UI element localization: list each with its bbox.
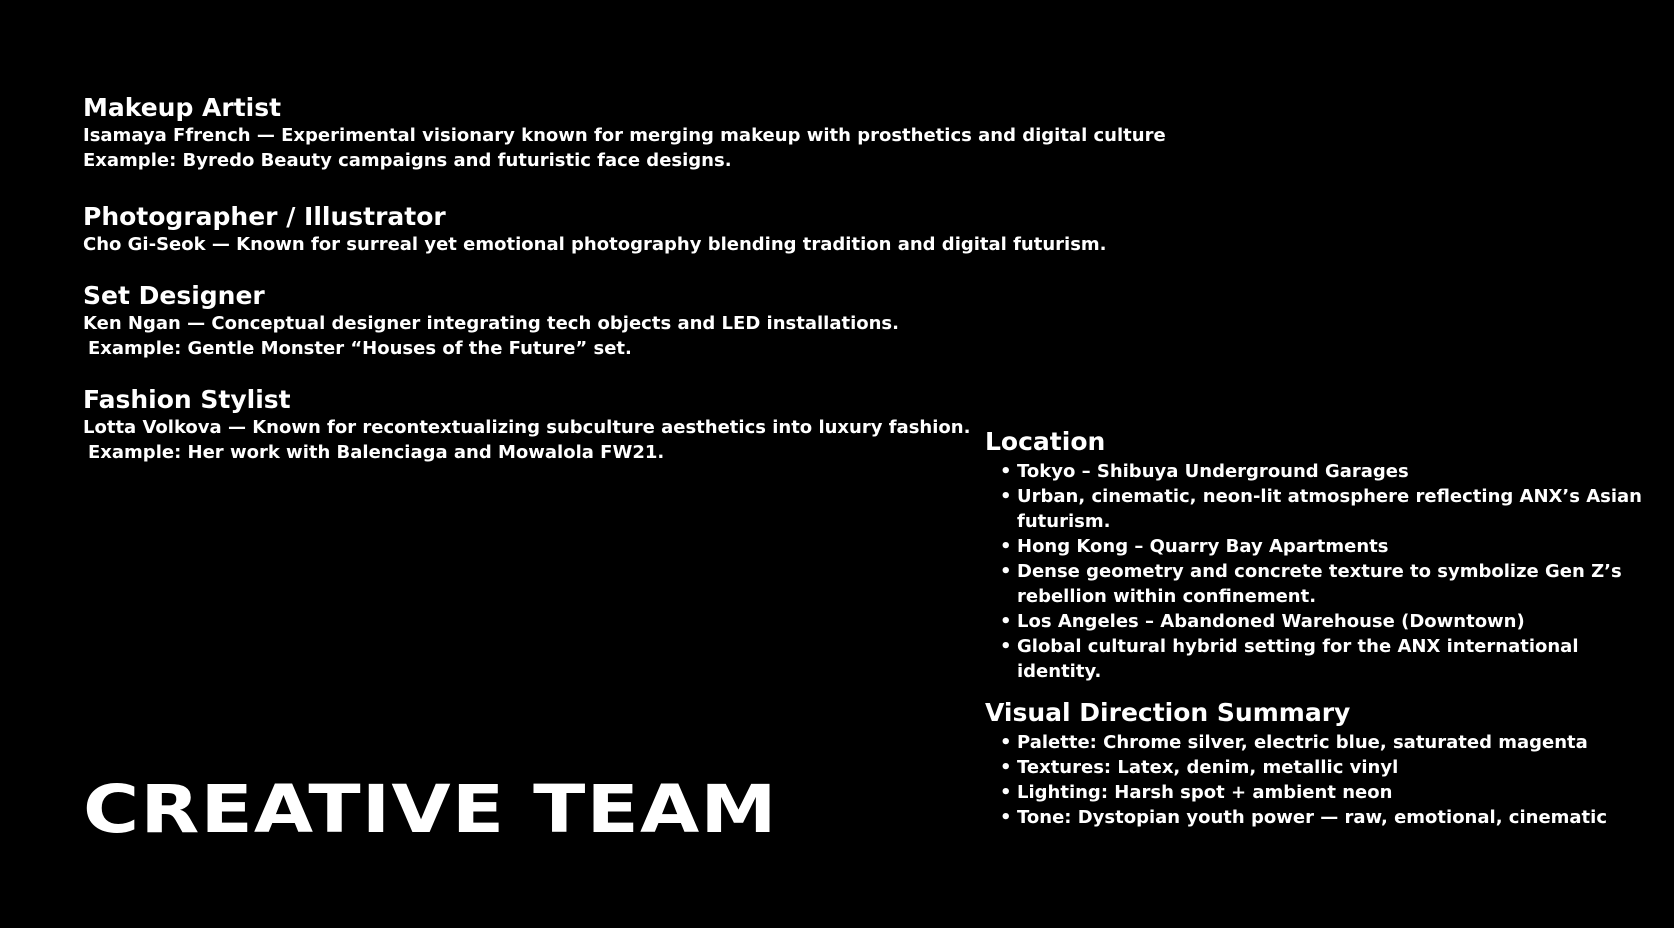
fashion-stylist-section bbox=[83, 385, 970, 465]
visual-item-text: Lighting: Harsh spot + ambient neon bbox=[1017, 782, 1393, 803]
photographer-section bbox=[83, 202, 1107, 257]
fashion-stylist-description: Lotta Volkova — Known for recontextualizing subculture aesthetics into luxury fashion. bbox=[83, 417, 971, 438]
fashion-stylist-example: Example: Her work with Balenciaga and Mowalola FW21. bbox=[88, 442, 665, 463]
makeup-artist-section bbox=[83, 93, 1166, 173]
bullet-icon: • bbox=[1000, 807, 1012, 828]
set-designer-heading: Set Designer bbox=[83, 281, 265, 310]
list-item bbox=[985, 459, 1647, 484]
list-item bbox=[985, 805, 1647, 830]
location-item-text: Urban, cinematic, neon-lit atmosphere reflecting ANX’s Asian futurism. bbox=[1017, 486, 1642, 532]
photographer-description: Cho Gi-Seok — Known for surreal yet emotional photography blending tradition and digital futurism. bbox=[83, 234, 1107, 255]
location-section bbox=[985, 427, 1647, 684]
location-item-text: Dense geometry and concrete texture to symbolize Gen Z’s rebellion within confinement. bbox=[1017, 561, 1622, 607]
bullet-icon: • bbox=[1000, 611, 1012, 632]
location-heading: Location bbox=[985, 427, 1106, 456]
visual-direction-section bbox=[985, 698, 1647, 830]
location-item-text: Hong Kong – Quarry Bay Apartments bbox=[1017, 536, 1389, 557]
page-title: CREATIVE TEAM bbox=[83, 771, 778, 848]
list-item bbox=[985, 634, 1647, 684]
bullet-icon: • bbox=[1000, 461, 1012, 482]
bullet-icon: • bbox=[1000, 486, 1012, 507]
visual-item-text: Tone: Dystopian youth power — raw, emotional, cinematic bbox=[1017, 807, 1608, 828]
makeup-artist-heading: Makeup Artist bbox=[83, 93, 282, 122]
set-designer-example: Example: Gentle Monster “Houses of the Future” set. bbox=[88, 338, 632, 359]
list-item bbox=[985, 755, 1647, 780]
location-list bbox=[985, 459, 1647, 684]
bullet-icon: • bbox=[1000, 536, 1012, 557]
list-item bbox=[985, 484, 1647, 534]
location-item-text: Tokyo – Shibuya Underground Garages bbox=[1017, 461, 1409, 482]
photographer-heading: Photographer / Illustrator bbox=[83, 202, 446, 231]
list-item bbox=[985, 730, 1647, 755]
set-designer-section bbox=[83, 281, 899, 361]
set-designer-description: Ken Ngan — Conceptual designer integrating tech objects and LED installations. bbox=[83, 313, 899, 334]
visual-direction-list bbox=[985, 730, 1647, 830]
location-item-text: Global cultural hybrid setting for the ANX international identity. bbox=[1017, 636, 1579, 682]
list-item bbox=[985, 609, 1647, 634]
bullet-icon: • bbox=[1000, 561, 1012, 582]
list-item bbox=[985, 559, 1647, 609]
bullet-icon: • bbox=[1000, 732, 1012, 753]
bullet-icon: • bbox=[1000, 636, 1012, 657]
fashion-stylist-heading: Fashion Stylist bbox=[83, 385, 291, 414]
bullet-icon: • bbox=[1000, 782, 1012, 803]
makeup-artist-description: Isamaya Ffrench — Experimental visionary known for merging makeup with prosthetics and digital culture bbox=[83, 125, 1166, 146]
makeup-artist-example: Example: Byredo Beauty campaigns and futuristic face designs. bbox=[83, 150, 732, 171]
visual-direction-heading: Visual Direction Summary bbox=[985, 698, 1351, 727]
visual-item-text: Palette: Chrome silver, electric blue, saturated magenta bbox=[1017, 732, 1588, 753]
visual-item-text: Textures: Latex, denim, metallic vinyl bbox=[1017, 757, 1399, 778]
bullet-icon: • bbox=[1000, 757, 1012, 778]
location-item-text: Los Angeles – Abandoned Warehouse (Downtown) bbox=[1017, 611, 1525, 632]
list-item bbox=[985, 534, 1647, 559]
list-item bbox=[985, 780, 1647, 805]
